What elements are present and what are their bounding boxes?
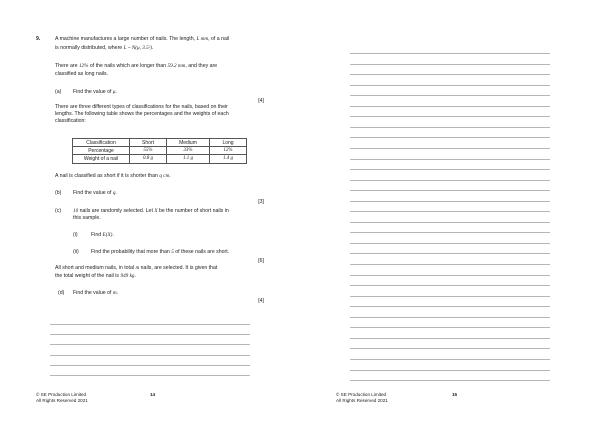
all-nails-line-1: All short and medium nails, in total m nails, are selected. It is given that: [55, 265, 218, 271]
answer-line: [350, 222, 550, 223]
part-c-marks: [6]: [258, 258, 264, 264]
footer-line-2: All Rights Reserved 2021: [336, 397, 388, 403]
answer-line: [350, 116, 550, 117]
footer-line-2: All Rights Reserved 2021: [36, 397, 88, 403]
classification-table: [72, 138, 247, 164]
answer-line: [350, 264, 550, 265]
part-a-marks: [4]: [258, 98, 264, 104]
answer-line: [350, 317, 550, 318]
part-b-marks: [3]: [258, 199, 264, 205]
answer-line: [350, 327, 550, 328]
all-nails-line-2: the total weight of the nail is 949 kg.: [55, 273, 136, 279]
intro-line-2: is normally distributed, where L ~ N(μ, 3.5²).: [55, 45, 154, 51]
long-line-2: classified as long nails.: [55, 71, 109, 77]
answer-line: [350, 64, 550, 65]
part-ci-label: (i): [73, 232, 78, 238]
table-header-row: [73, 139, 247, 147]
table-cell: 33%: [167, 147, 210, 155]
table-header: Medium: [167, 139, 210, 147]
table-cell: Percentage: [73, 147, 130, 155]
short-definition: A nail is classified as short if it is shorter than q cm.: [55, 173, 171, 179]
answer-line: [350, 180, 550, 181]
footer-copyright: [336, 392, 388, 403]
part-a-text: Find the value of μ.: [73, 89, 117, 95]
right-page: [300, 0, 600, 424]
part-cii-text: Find the probability that more than 5 of these nails are short.: [91, 249, 230, 255]
table-cell: Weight of a nail: [73, 155, 130, 163]
answer-line: [350, 275, 550, 276]
intro-line-1: A machine manufactures a large number of nails. The length, L mm, of a nail: [55, 36, 230, 42]
answer-line: [350, 253, 550, 254]
part-d-text: Find the value of m.: [73, 290, 119, 296]
answer-line: [350, 169, 550, 170]
part-c-text-2: this sample.: [73, 215, 101, 221]
table-row: [73, 147, 247, 155]
table-cell: 12%: [210, 147, 247, 155]
answer-line: [350, 190, 550, 191]
answer-line: [350, 74, 550, 75]
three-line-2: lengths. The following table shows the percentages and the weights of each: [55, 111, 229, 117]
answer-line: [350, 137, 550, 138]
table-header: Long: [210, 139, 247, 147]
footer-line-1: © SE Production Limited: [36, 392, 87, 397]
part-d-marks: [4]: [258, 298, 264, 304]
answer-line: [350, 95, 550, 96]
long-line-1: There are 12% of the nails which are longer than 59.2 mm, and they are: [55, 63, 218, 69]
answer-line: [50, 365, 250, 366]
table-cell: 55%: [130, 147, 167, 155]
three-line-1: There are three different types of classifications for the nails, based on their: [55, 104, 228, 110]
question-number: 9.: [36, 36, 41, 42]
answer-line: [350, 106, 550, 107]
answer-line: [350, 296, 550, 297]
table-header: Short: [130, 139, 167, 147]
part-c-label: (c): [55, 208, 62, 214]
answer-line: [350, 211, 550, 212]
part-cii-label: (ii): [73, 249, 79, 255]
answer-line: [50, 344, 250, 345]
answer-line: [350, 148, 550, 149]
table-cell: 1.4 g: [210, 155, 247, 163]
part-b-label: (b): [55, 190, 62, 196]
part-a-label: (a): [55, 89, 62, 95]
part-d-label: (d): [58, 290, 65, 296]
footer-line-1: © SE Production Limited: [336, 392, 387, 397]
footer-copyright: [36, 392, 88, 403]
answer-line: [350, 85, 550, 86]
part-c-text: 10 nails are randomly selected. Let X be the number of short nails in: [73, 208, 229, 214]
answer-line: [350, 380, 550, 381]
answer-line: [350, 338, 550, 339]
part-b-text: Find the value of q.: [73, 190, 117, 196]
table-cell: 0.8 g: [130, 155, 167, 163]
answer-line: [50, 334, 250, 335]
answer-line: [50, 375, 250, 376]
three-line-3: classification:: [55, 118, 86, 124]
table-cell: 1.1 g: [167, 155, 210, 163]
page-number: 15: [452, 392, 458, 397]
answer-line: [350, 348, 550, 349]
answer-line: [350, 53, 550, 54]
answer-line: [350, 201, 550, 202]
table-row: [73, 155, 247, 163]
answer-line: [350, 232, 550, 233]
answer-line: [350, 306, 550, 307]
table-header: Classification: [73, 139, 130, 147]
answer-line: [350, 159, 550, 160]
part-ci-text: Find E(X).: [91, 232, 114, 238]
answer-line: [350, 359, 550, 360]
answer-line: [350, 127, 550, 128]
answer-line: [350, 243, 550, 244]
answer-line: [350, 370, 550, 371]
answer-line: [50, 324, 250, 325]
page-number: 14: [150, 392, 156, 397]
answer-line: [350, 285, 550, 286]
answer-line: [50, 355, 250, 356]
